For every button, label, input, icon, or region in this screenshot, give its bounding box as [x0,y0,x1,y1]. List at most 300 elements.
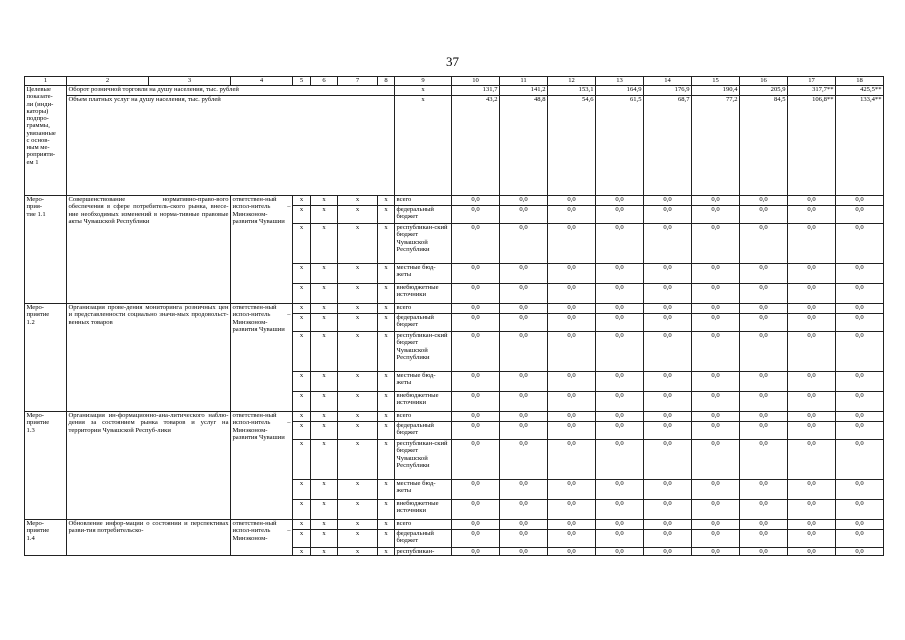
column-number: 18 [836,77,884,86]
indicator-value: 106,8** [788,96,836,196]
column-number: 11 [500,77,548,86]
funding-value: 0,0 [596,392,644,412]
funding-value: 0,0 [500,422,548,440]
funding-source: республикан-ский бюджет Чувашской Республики [395,332,452,372]
funding-value: 0,0 [836,500,884,520]
funding-value: 0,0 [836,440,884,480]
column-number: 1 [25,77,67,86]
funding-value: 0,0 [452,264,500,284]
funding-value: 0,0 [596,422,644,440]
funding-value: 0,0 [836,422,884,440]
funding-value: 0,0 [548,372,596,392]
measure-row [25,304,884,314]
funding-value: 0,0 [548,264,596,284]
funding-value: 0,0 [740,548,788,556]
funding-source: местные бюд-жеты [395,372,452,392]
funding-value: 0,0 [596,520,644,530]
funding-value: 0,0 [596,196,644,206]
measure-title: Совершенствование нормативно-право-вого обеспечения в сфере потребитель-ского рынка, внесе-ние необходимых изменений в норма-тивные правовые акты Чувашской Республики [67,196,231,304]
budget-code: x [378,412,395,422]
budget-code: x [338,314,378,332]
funding-value: 0,0 [836,264,884,284]
funding-source: местные бюд-жеты [395,264,452,284]
funding-value: 0,0 [644,206,692,224]
budget-code: x [311,314,338,332]
funding-value: 0,0 [500,520,548,530]
funding-value: 0,0 [596,530,644,548]
funding-value: 0,0 [548,284,596,304]
budget-code: x [293,422,311,440]
indicator-name: Оборот розничной торговли на душу населения, тыс. рублей [67,86,395,96]
budget-code: x [311,480,338,500]
funding-value: 0,0 [548,422,596,440]
measure-title: Обновление инфор-мации о состоянии и перспективах разви-тия потребительско- [67,520,231,556]
indicator-mark: x [395,86,452,96]
budget-code: x [293,264,311,284]
funding-value: 0,0 [500,530,548,548]
funding-value: 0,0 [692,548,740,556]
funding-value: 0,0 [500,314,548,332]
indicator-value: 176,9 [644,86,692,96]
funding-source: республикан- [395,548,452,556]
column-number: 9 [395,77,452,86]
column-number: 5 [293,77,311,86]
measure-executor: ответствен-ный испол-нитель – Минэконом- [231,520,293,556]
funding-value: 0,0 [692,392,740,412]
funding-value: 0,0 [452,412,500,422]
funding-value: 0,0 [596,500,644,520]
budget-code: x [311,412,338,422]
funding-value: 0,0 [500,548,548,556]
table-body [25,77,884,556]
funding-value: 0,0 [596,372,644,392]
funding-value: 0,0 [452,196,500,206]
funding-value: 0,0 [836,332,884,372]
funding-value: 0,0 [740,264,788,284]
funding-value: 0,0 [692,264,740,284]
funding-value: 0,0 [644,304,692,314]
funding-value: 0,0 [548,440,596,480]
funding-value: 0,0 [644,500,692,520]
indicator-value: 425,5** [836,86,884,96]
budget-code: x [378,372,395,392]
budget-code: x [378,196,395,206]
budget-code: x [338,440,378,480]
funding-value: 0,0 [788,440,836,480]
funding-value: 0,0 [644,332,692,372]
funding-source: местные бюд-жеты [395,480,452,500]
indicator-value: 164,9 [596,86,644,96]
column-number: 10 [452,77,500,86]
budget-code: x [293,480,311,500]
budget-code: x [293,548,311,556]
funding-value: 0,0 [644,422,692,440]
funding-value: 0,0 [644,530,692,548]
funding-value: 0,0 [644,392,692,412]
budget-code: x [378,206,395,224]
budget-code: x [293,332,311,372]
funding-value: 0,0 [596,206,644,224]
indicator-value: 190,4 [692,86,740,96]
funding-value: 0,0 [740,500,788,520]
funding-source: федеральный бюджет [395,422,452,440]
funding-value: 0,0 [452,314,500,332]
funding-value: 0,0 [596,314,644,332]
funding-value: 0,0 [692,500,740,520]
funding-value: 0,0 [452,392,500,412]
funding-value: 0,0 [692,304,740,314]
measure-executor: ответствен-ный испол-нитель – Минэконом-развития Чувашии [231,412,293,520]
funding-value: 0,0 [548,206,596,224]
funding-value: 0,0 [452,372,500,392]
funding-value: 0,0 [500,196,548,206]
funding-value: 0,0 [788,304,836,314]
funding-value: 0,0 [836,530,884,548]
funding-value: 0,0 [740,412,788,422]
budget-code: x [338,392,378,412]
funding-value: 0,0 [692,372,740,392]
budget-code: x [311,530,338,548]
funding-value: 0,0 [644,480,692,500]
funding-source: федеральный бюджет [395,314,452,332]
funding-value: 0,0 [692,332,740,372]
budget-code: x [311,332,338,372]
column-number: 4 [231,77,293,86]
budget-code: x [311,264,338,284]
funding-value: 0,0 [548,196,596,206]
budget-code: x [293,206,311,224]
indicator-value: 205,9 [740,86,788,96]
budget-code: x [311,224,338,264]
budget-code: x [378,440,395,480]
budget-code: x [311,284,338,304]
funding-value: 0,0 [644,224,692,264]
funding-value: 0,0 [788,196,836,206]
funding-value: 0,0 [836,392,884,412]
measure-label: Меро- приятие 1.2 [25,304,67,412]
budget-code: x [293,530,311,548]
funding-value: 0,0 [740,196,788,206]
measure-title: Организация ин-формационно-ана-литического наблю-дения за состоянием рынка товаров и услуг на территории Чувашской Респуб-лики [67,412,231,520]
budget-code: x [293,224,311,264]
budget-table [24,76,884,556]
indicator-value: 153,1 [548,86,596,96]
indicator-mark: x [395,96,452,196]
budget-code: x [311,520,338,530]
funding-source: федеральный бюджет [395,206,452,224]
budget-code: x [311,206,338,224]
indicators-label: Целевые показате- ли (инди- каторы) подпро- граммы, увязанные с основ- ным ме- роприяти- ем 1 [25,86,67,196]
indicator-value: 43,2 [452,96,500,196]
measure-label: Меро- приятие 1.4 [25,520,67,556]
budget-code: x [338,332,378,372]
funding-value: 0,0 [452,440,500,480]
funding-value: 0,0 [836,196,884,206]
funding-value: 0,0 [692,314,740,332]
funding-value: 0,0 [500,392,548,412]
budget-code: x [378,548,395,556]
funding-value: 0,0 [788,422,836,440]
funding-value: 0,0 [692,520,740,530]
budget-code: x [311,392,338,412]
funding-value: 0,0 [692,440,740,480]
budget-code: x [293,440,311,480]
funding-value: 0,0 [788,480,836,500]
funding-value: 0,0 [548,392,596,412]
budget-code: x [338,422,378,440]
column-number: 13 [596,77,644,86]
budget-code: x [338,548,378,556]
funding-value: 0,0 [788,264,836,284]
budget-code: x [338,372,378,392]
budget-code: x [338,206,378,224]
budget-code: x [293,196,311,206]
funding-value: 0,0 [740,206,788,224]
budget-code: x [311,500,338,520]
funding-value: 0,0 [500,304,548,314]
funding-value: 0,0 [788,548,836,556]
funding-value: 0,0 [596,412,644,422]
funding-value: 0,0 [452,422,500,440]
funding-value: 0,0 [644,372,692,392]
funding-value: 0,0 [548,332,596,372]
budget-code: x [338,500,378,520]
funding-source: республикан-ский бюджет Чувашской Республики [395,224,452,264]
funding-value: 0,0 [836,412,884,422]
funding-value: 0,0 [548,548,596,556]
budget-code: x [338,224,378,264]
funding-source: внебюджетные источники [395,500,452,520]
indicator-value: 141,2 [500,86,548,96]
funding-value: 0,0 [788,332,836,372]
funding-value: 0,0 [788,206,836,224]
funding-value: 0,0 [644,196,692,206]
measure-executor: ответствен-ный испол-нитель – Минэконом-развития Чувашии [231,304,293,412]
funding-value: 0,0 [500,332,548,372]
funding-source: всего [395,412,452,422]
funding-value: 0,0 [548,412,596,422]
funding-value: 0,0 [644,520,692,530]
column-number: 16 [740,77,788,86]
budget-code: x [293,284,311,304]
funding-value: 0,0 [836,206,884,224]
funding-source: всего [395,196,452,206]
funding-value: 0,0 [500,284,548,304]
measure-executor: ответствен-ный испол-нитель – Минэконом-развития Чувашии [231,196,293,304]
indicator-row [25,86,884,96]
funding-value: 0,0 [596,304,644,314]
column-number: 7 [338,77,378,86]
funding-source: республикан-ский бюджет Чувашской Республики [395,440,452,480]
funding-value: 0,0 [740,332,788,372]
funding-value: 0,0 [740,224,788,264]
page-number: 37 [446,54,459,69]
budget-code: x [378,284,395,304]
funding-value: 0,0 [452,206,500,224]
funding-value: 0,0 [836,314,884,332]
indicator-value: 61,5 [596,96,644,196]
budget-code: x [378,224,395,264]
funding-value: 0,0 [836,372,884,392]
funding-value: 0,0 [692,206,740,224]
funding-value: 0,0 [500,206,548,224]
funding-value: 0,0 [788,520,836,530]
measure-label: Меро- приятие 1.3 [25,412,67,520]
column-number: 3 [149,77,231,86]
budget-code: x [378,392,395,412]
funding-value: 0,0 [596,440,644,480]
funding-value: 0,0 [596,264,644,284]
column-number: 2 [67,77,149,86]
budget-code: x [311,440,338,480]
funding-value: 0,0 [788,284,836,304]
funding-value: 0,0 [740,520,788,530]
funding-value: 0,0 [548,314,596,332]
column-number-row [25,77,884,86]
funding-value: 0,0 [548,224,596,264]
funding-value: 0,0 [788,314,836,332]
funding-value: 0,0 [836,284,884,304]
column-number: 6 [311,77,338,86]
indicator-value: 133,4** [836,96,884,196]
funding-value: 0,0 [788,412,836,422]
funding-value: 0,0 [740,372,788,392]
budget-code: x [311,196,338,206]
budget-code: x [311,548,338,556]
funding-value: 0,0 [548,530,596,548]
budget-code: x [293,304,311,314]
funding-value: 0,0 [452,500,500,520]
funding-value: 0,0 [836,304,884,314]
funding-value: 0,0 [548,304,596,314]
column-number: 15 [692,77,740,86]
budget-code: x [293,412,311,422]
budget-code: x [338,196,378,206]
budget-code: x [293,520,311,530]
measure-label: Меро- прия- тие 1.1 [25,196,67,304]
funding-value: 0,0 [692,412,740,422]
measure-title: Организация прове-дения мониторинга розничных цен и представленности социально значи-мых продовольст-венных товаров [67,304,231,412]
budget-code: x [378,530,395,548]
measure-row [25,520,884,530]
column-number: 17 [788,77,836,86]
funding-value: 0,0 [740,392,788,412]
budget-code: x [338,480,378,500]
indicator-name: Объем платных услуг на душу населения, тыс. рублей [67,96,395,196]
funding-value: 0,0 [788,224,836,264]
funding-value: 0,0 [596,224,644,264]
funding-value: 0,0 [692,196,740,206]
funding-value: 0,0 [596,284,644,304]
funding-value: 0,0 [548,520,596,530]
funding-value: 0,0 [740,422,788,440]
funding-source: внебюджетные источники [395,284,452,304]
budget-code: x [378,500,395,520]
funding-value: 0,0 [548,500,596,520]
budget-code: x [378,314,395,332]
funding-value: 0,0 [596,548,644,556]
funding-value: 0,0 [692,480,740,500]
budget-code: x [338,520,378,530]
column-number: 12 [548,77,596,86]
funding-value: 0,0 [452,530,500,548]
measure-row [25,196,884,206]
funding-value: 0,0 [740,530,788,548]
budget-code: x [378,480,395,500]
budget-code: x [293,314,311,332]
funding-value: 0,0 [500,440,548,480]
funding-value: 0,0 [836,224,884,264]
column-number: 14 [644,77,692,86]
funding-value: 0,0 [788,500,836,520]
budget-code: x [293,500,311,520]
indicator-value: 48,8 [500,96,548,196]
column-number: 8 [378,77,395,86]
funding-value: 0,0 [596,480,644,500]
measure-row [25,412,884,422]
funding-value: 0,0 [644,264,692,284]
funding-value: 0,0 [500,224,548,264]
budget-code: x [293,392,311,412]
funding-source: всего [395,304,452,314]
indicator-value: 77,2 [692,96,740,196]
funding-value: 0,0 [692,422,740,440]
funding-value: 0,0 [500,480,548,500]
funding-value: 0,0 [500,500,548,520]
funding-value: 0,0 [740,284,788,304]
funding-value: 0,0 [452,284,500,304]
funding-value: 0,0 [740,480,788,500]
budget-code: x [311,422,338,440]
budget-code: x [378,422,395,440]
funding-value: 0,0 [452,548,500,556]
budget-code: x [311,304,338,314]
funding-value: 0,0 [452,520,500,530]
indicator-value: 317,7** [788,86,836,96]
funding-value: 0,0 [452,332,500,372]
indicator-value: 131,7 [452,86,500,96]
funding-value: 0,0 [788,530,836,548]
indicator-value: 84,5 [740,96,788,196]
budget-code: x [338,284,378,304]
funding-value: 0,0 [644,314,692,332]
indicator-value: 68,7 [644,96,692,196]
funding-value: 0,0 [644,440,692,480]
budget-code: x [338,264,378,284]
budget-code: x [338,530,378,548]
funding-value: 0,0 [452,304,500,314]
funding-value: 0,0 [644,412,692,422]
funding-value: 0,0 [836,548,884,556]
funding-value: 0,0 [740,440,788,480]
indicator-row [25,96,884,196]
funding-value: 0,0 [692,530,740,548]
funding-value: 0,0 [788,372,836,392]
budget-code: x [338,304,378,314]
funding-value: 0,0 [836,520,884,530]
funding-source: федеральный бюджет [395,530,452,548]
funding-value: 0,0 [644,284,692,304]
budget-code: x [338,412,378,422]
funding-value: 0,0 [452,480,500,500]
funding-value: 0,0 [596,332,644,372]
indicator-value: 54,6 [548,96,596,196]
funding-source: внебюджетные источники [395,392,452,412]
funding-value: 0,0 [500,412,548,422]
budget-code: x [378,304,395,314]
funding-value: 0,0 [740,314,788,332]
funding-value: 0,0 [500,372,548,392]
